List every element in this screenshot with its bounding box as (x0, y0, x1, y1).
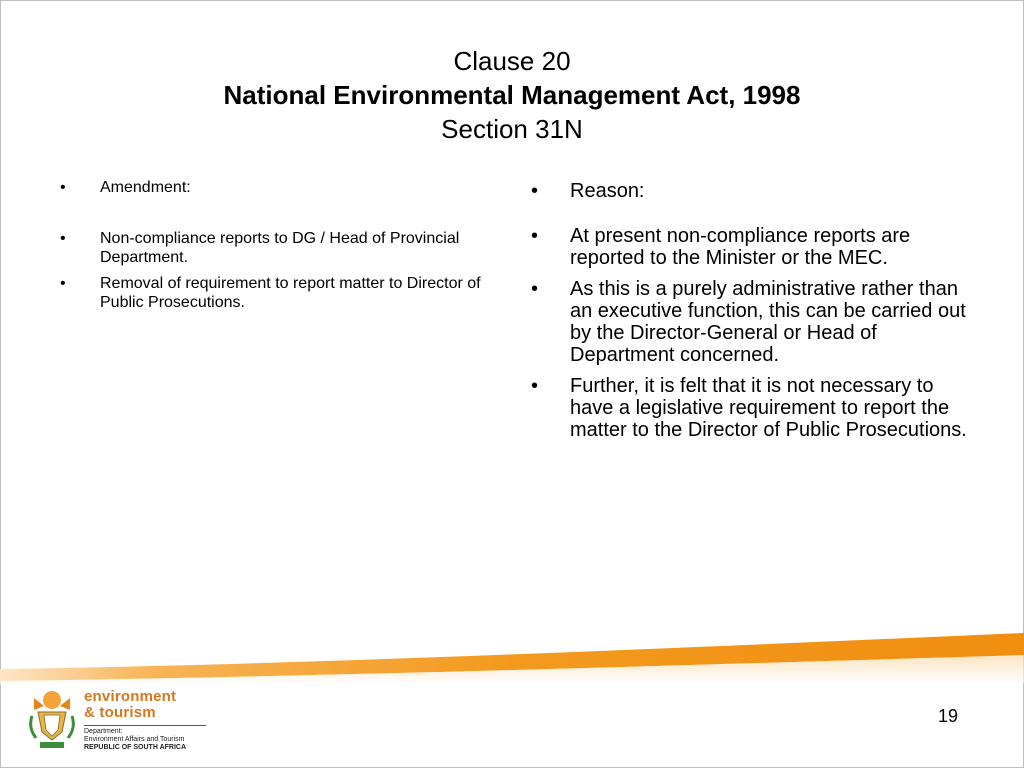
reason-heading-item (531, 180, 976, 202)
bullet-glyph: • (531, 278, 539, 300)
department-branding (84, 689, 214, 752)
reason-item (531, 375, 976, 441)
amendment-item-text: Non-compliance reports to DG / Head of Provincial Department. (100, 230, 460, 266)
page-number: 19 (938, 706, 959, 726)
amendment-heading: Amendment: (100, 179, 191, 196)
bullet-glyph: • (60, 179, 66, 196)
brand-divider (84, 725, 206, 726)
amendment-heading-item (60, 178, 490, 197)
bullet-glyph: • (60, 230, 66, 247)
reason-item (531, 225, 976, 269)
title-clause: Clause 20 (453, 46, 571, 76)
coat-of-arms-logo (20, 688, 84, 754)
bullet-glyph: • (531, 375, 539, 397)
dept-name: Environment Affairs and Tourism (84, 736, 185, 743)
dept-label: Department: (84, 728, 123, 735)
amendment-item-text: Removal of requirement to report matter to Director of Public Prosecutions. (100, 275, 481, 311)
reason-heading: Reason: (570, 180, 645, 202)
title-section: Section 31N (441, 114, 583, 144)
amendment-column (60, 178, 490, 312)
reason-item (531, 278, 976, 366)
bullet-glyph: • (531, 225, 539, 247)
country-name: REPUBLIC OF SOUTH AFRICA (84, 744, 187, 751)
brand-name-line2: & tourism (84, 704, 156, 721)
footer-orange-band (0, 625, 1024, 685)
bullet-glyph: • (60, 275, 66, 292)
reason-item-text: Further, it is felt that it is not necessary to have a legislative requirement to report the matter to the Director of Public Prosecutions. (570, 375, 967, 441)
reason-item-text: At present non-compliance reports are reported to the Minister or the MEC. (570, 225, 911, 269)
bullet-glyph: • (531, 180, 539, 202)
amendment-item (60, 229, 490, 267)
reason-column (531, 180, 976, 441)
brand-name-line1: environment (84, 688, 177, 705)
reason-item-text: As this is a purely administrative rather than an executive function, this can be carried out by the Director-General or Head of Department concerned. (570, 278, 966, 366)
title-act: National Environmental Management Act, 1998 (223, 80, 801, 110)
amendment-item (60, 274, 490, 312)
slide-title (0, 44, 1024, 146)
